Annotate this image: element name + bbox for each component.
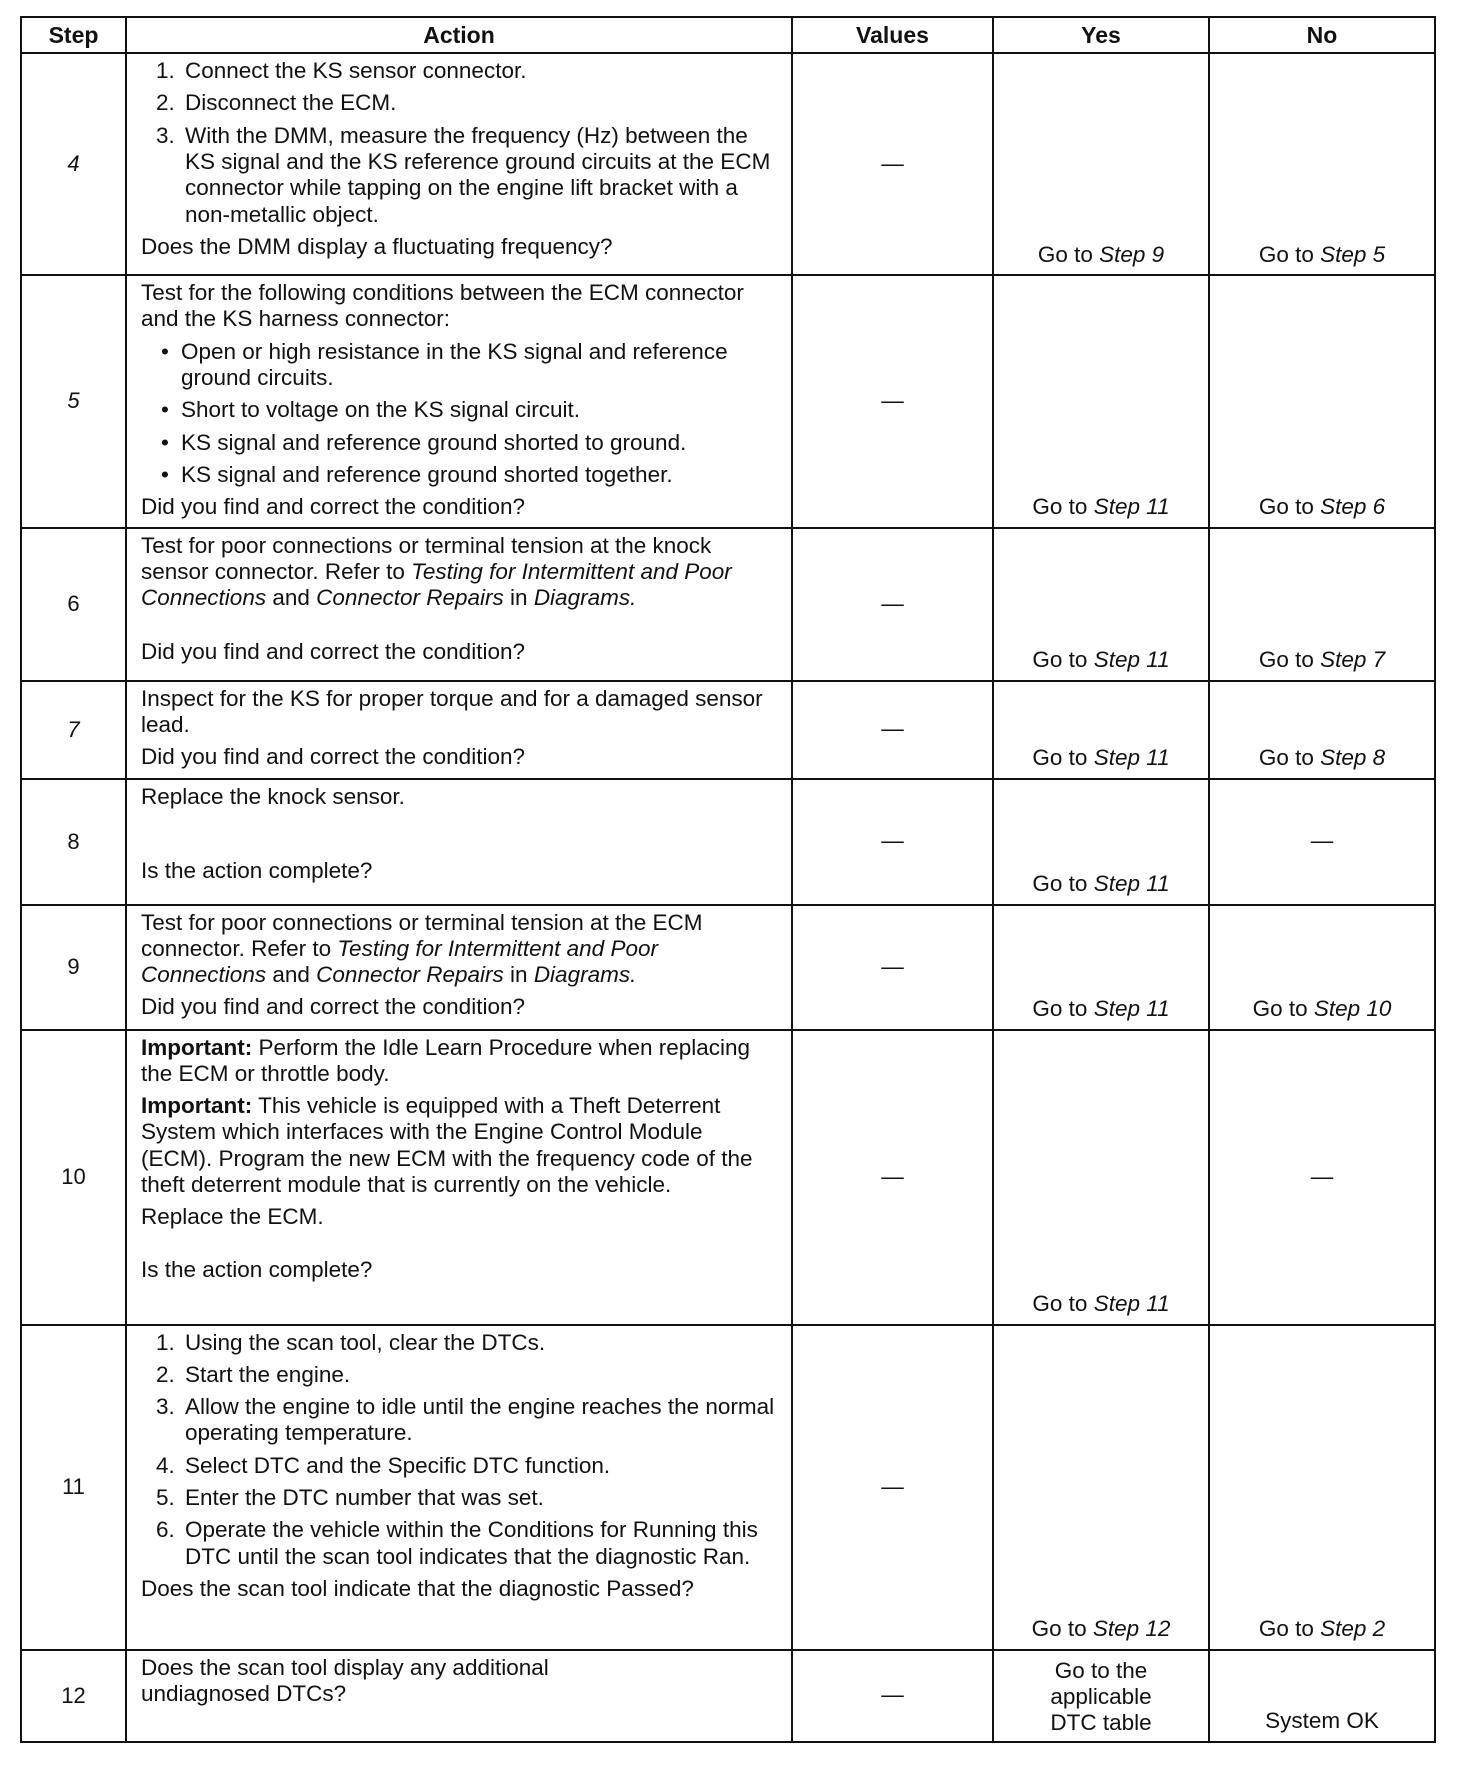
list-item: 6. Operate the vehicle within the Conditions for Running this DTC until the scan tool indicates that the diagnostic Ran.: [181, 1517, 777, 1570]
goto-label: Go to: [1258, 494, 1314, 520]
diagnostic-table: [20, 16, 1436, 1743]
step-number: 6: [21, 528, 126, 681]
important-note: Important: This vehicle is equipped with a Theft Deterrent System which interfaces with the Engine Control Module (ECM). Program the new ECM with the frequency code of the theft deterrent module that is currently on the vehicle.: [141, 1093, 753, 1198]
no-cell: [1209, 1325, 1435, 1650]
table-row: [21, 53, 1435, 275]
list-item: • KS signal and reference ground shorted to ground.: [161, 429, 687, 455]
action-cell: [126, 905, 792, 1030]
action-cell: [126, 1325, 792, 1650]
goto-label: Go to: [1032, 647, 1088, 673]
header-yes: Yes: [993, 17, 1209, 53]
action-list: [141, 1330, 777, 1571]
no-cell: [1209, 275, 1435, 528]
list-item: 2. Start the engine.: [181, 1362, 777, 1388]
yes-cell: [993, 681, 1209, 779]
step-link[interactable]: Step 11: [1093, 1291, 1170, 1317]
step-link[interactable]: Step 11: [1093, 494, 1170, 520]
question-text: Is the action complete?: [141, 857, 373, 883]
values-cell: —: [792, 905, 993, 1030]
diagnostic-table-page: [20, 16, 1434, 1743]
question-text: Did you find and correct the condition?: [141, 744, 525, 770]
reference-link[interactable]: Connector Repairs: [316, 585, 504, 611]
condition-list: [141, 339, 777, 489]
values-cell: —: [792, 275, 993, 528]
no-cell: [1209, 905, 1435, 1030]
list-item: 2. Disconnect the ECM.: [181, 90, 777, 116]
instruction-text: Replace the ECM.: [141, 1204, 324, 1230]
step-number: 9: [21, 905, 126, 1030]
values-cell: —: [792, 681, 993, 779]
step-number: 12: [21, 1650, 126, 1742]
step-link[interactable]: Step 11: [1093, 647, 1170, 673]
question-text: Did you find and correct the condition?: [141, 639, 525, 665]
goto-label: Go to: [1032, 871, 1088, 897]
no-cell: —: [1209, 1030, 1435, 1325]
table-row: [21, 1030, 1435, 1325]
yes-cell: [993, 1325, 1209, 1650]
question-text: Is the action complete?: [141, 1256, 373, 1282]
step-link[interactable]: Step 12: [1092, 1616, 1171, 1642]
list-item: • Short to voltage on the KS signal circuit.: [161, 397, 580, 423]
step-link[interactable]: Step 5: [1320, 241, 1386, 267]
values-cell: —: [792, 528, 993, 681]
action-cell: [126, 681, 792, 779]
yes-cell: [993, 528, 1209, 681]
header-row: [21, 17, 1435, 53]
yes-cell: [993, 905, 1209, 1030]
values-cell: —: [792, 1030, 993, 1325]
values-cell: —: [792, 779, 993, 905]
goto-label: Go to: [1032, 494, 1088, 520]
list-item: 3. Allow the engine to idle until the engine reaches the normal operating temperature.: [181, 1394, 777, 1447]
values-cell: —: [792, 1650, 993, 1742]
reference-link[interactable]: Diagrams.: [533, 585, 637, 611]
goto-label: Go to: [1032, 1291, 1088, 1317]
step-link[interactable]: Step 6: [1320, 494, 1386, 520]
yes-cell[interactable]: Go to the applicable DTC table: [993, 1650, 1209, 1742]
table-row: [21, 779, 1435, 905]
no-cell: [1209, 528, 1435, 681]
step-link[interactable]: Step 11: [1093, 996, 1170, 1022]
action-cell: [126, 275, 792, 528]
yes-cell: [993, 1030, 1209, 1325]
list-item: 5. Enter the DTC number that was set.: [181, 1485, 777, 1511]
reference-link[interactable]: Testing for Intermittent and Poor Connections: [141, 558, 732, 611]
no-cell: [1209, 681, 1435, 779]
list-item: • KS signal and reference ground shorted together.: [161, 461, 673, 487]
yes-cell: [993, 275, 1209, 528]
no-cell: [1209, 53, 1435, 275]
step-number: 4: [21, 53, 126, 275]
instruction-text: Test for poor connections or terminal tension at the knock sensor connector. Refer to Testing for Intermittent and Poor Connections and Connector Repairs in Diagrams.: [141, 532, 732, 611]
instruction-text: Test for poor connections or terminal tension at the ECM connector. Refer to Testing for Intermittent and Poor Connections and Connector Repairs in Diagrams.: [141, 909, 703, 988]
step-link[interactable]: Step 7: [1320, 647, 1386, 673]
yes-cell: [993, 779, 1209, 905]
step-number: 7: [21, 681, 126, 779]
question-text: Does the scan tool display any additional undiagnosed DTCs?: [141, 1654, 549, 1706]
table-row: [21, 905, 1435, 1030]
goto-label: Go to: [1032, 996, 1088, 1022]
table-row: [21, 275, 1435, 528]
action-cell: [126, 779, 792, 905]
list-item: • Open or high resistance in the KS signal and reference ground circuits.: [161, 338, 728, 390]
step-number: 8: [21, 779, 126, 905]
goto-label: Go to: [1258, 241, 1314, 267]
step-link[interactable]: Step 9: [1099, 241, 1165, 267]
action-cell: [126, 53, 792, 275]
goto-label: Go to: [1252, 996, 1308, 1022]
action-cell: [126, 528, 792, 681]
no-cell: —: [1209, 779, 1435, 905]
list-item: 3. With the DMM, measure the frequency (Hz) between the KS signal and the KS reference ground circuits at the ECM connector while tapping on the engine lift bracket with a non-metallic object.: [181, 123, 777, 228]
header-no: No: [1209, 17, 1435, 53]
values-cell: —: [792, 53, 993, 275]
header-action: Action: [126, 17, 792, 53]
yes-cell: [993, 53, 1209, 275]
list-item: 1. Using the scan tool, clear the DTCs.: [181, 1330, 777, 1356]
table-row: [21, 1650, 1435, 1742]
values-cell: —: [792, 1325, 993, 1650]
list-item: 4. Select DTC and the Specific DTC function.: [181, 1453, 777, 1479]
action-cell: [126, 1030, 792, 1325]
reference-link[interactable]: Connector Repairs: [316, 962, 504, 988]
goto-label: Go to: [1031, 1616, 1087, 1642]
goto-label: Go to: [1032, 745, 1088, 771]
step-link[interactable]: Step 8: [1320, 745, 1386, 771]
question-text: Does the DMM display a fluctuating frequency?: [141, 233, 613, 259]
table-row: [21, 681, 1435, 779]
instruction-text: Inspect for the KS for proper torque and for a damaged sensor lead.: [141, 685, 763, 737]
goto-label: Go to: [1258, 647, 1314, 673]
step-number: 11: [21, 1325, 126, 1650]
action-list: [141, 58, 777, 228]
action-cell: [126, 1650, 792, 1742]
step-link[interactable]: Step 11: [1093, 871, 1170, 897]
important-note: Important: Perform the Idle Learn Procedure when replacing the ECM or throttle body.: [141, 1034, 751, 1086]
goto-label: Go to: [1258, 745, 1314, 771]
instruction-text: Replace the knock sensor.: [141, 783, 405, 809]
step-link[interactable]: Step 10: [1313, 996, 1392, 1022]
no-cell: System OK: [1209, 1650, 1435, 1742]
header-step: Step: [21, 17, 126, 53]
header-values: Values: [792, 17, 993, 53]
step-link[interactable]: Step 2: [1320, 1616, 1386, 1642]
table-row: [21, 1325, 1435, 1650]
goto-label: Go to: [1258, 1616, 1314, 1642]
list-item: 1. Connect the KS sensor connector.: [181, 58, 777, 84]
step-number: 10: [21, 1030, 126, 1325]
question-text: Did you find and correct the condition?: [141, 994, 525, 1020]
intro-text: Test for the following conditions between the ECM connector and the KS harness connector:: [141, 280, 744, 332]
goto-label: Go to: [1037, 241, 1093, 267]
step-link[interactable]: Step 11: [1093, 745, 1170, 771]
table-row: [21, 528, 1435, 681]
reference-link[interactable]: Testing for Intermittent and Poor Connections: [141, 935, 658, 988]
reference-link[interactable]: Diagrams.: [533, 962, 637, 988]
question-text: Does the scan tool indicate that the diagnostic Passed?: [141, 1576, 694, 1601]
question-text: Did you find and correct the condition?: [141, 494, 525, 520]
step-number: 5: [21, 275, 126, 528]
